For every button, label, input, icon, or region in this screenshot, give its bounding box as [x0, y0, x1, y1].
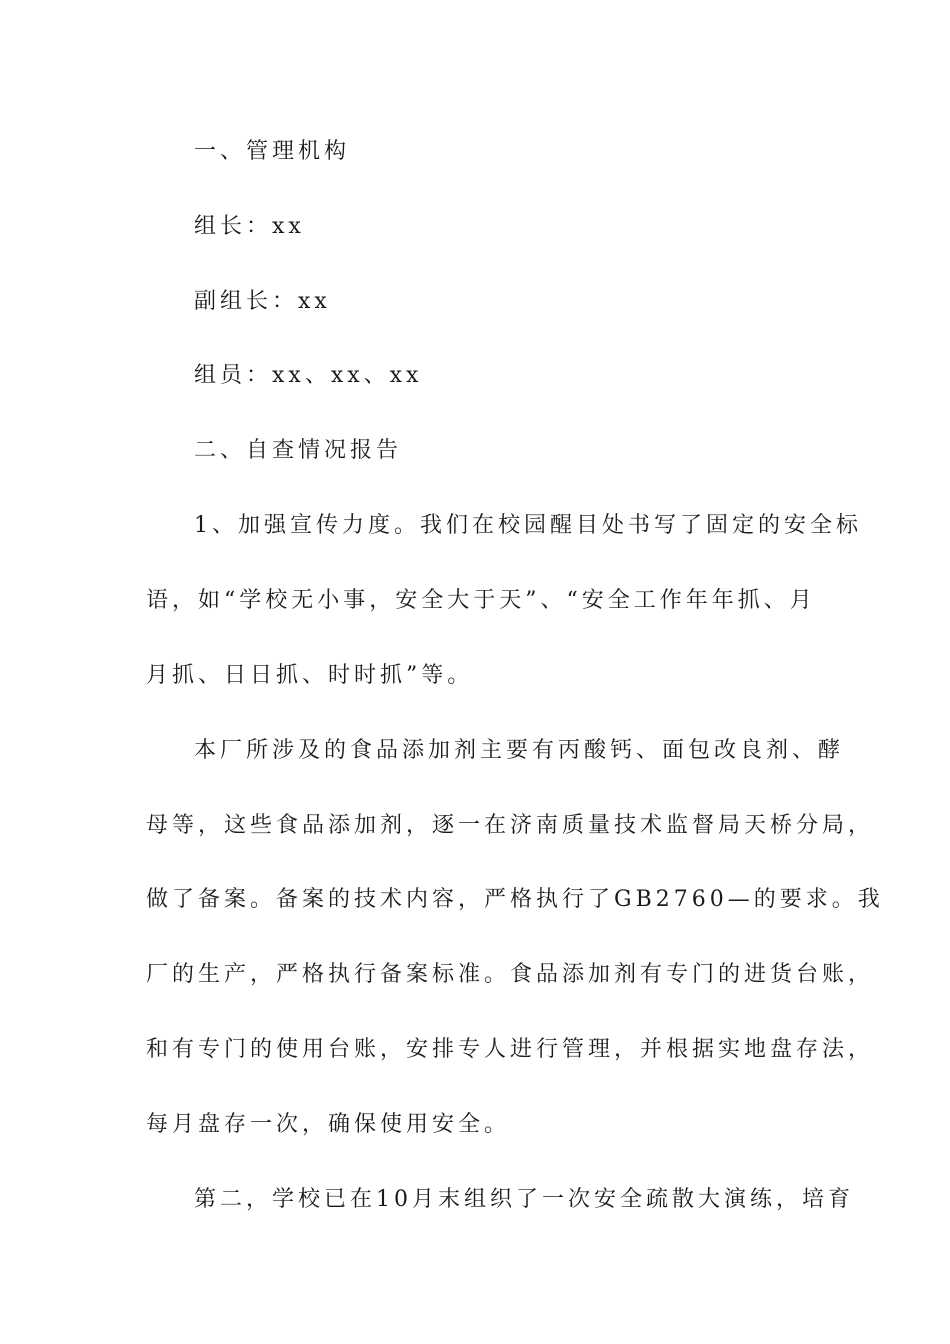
- paragraph-3-line-1: 第二，学校已在10月末组织了一次安全疏散大演练，培育: [194, 1187, 854, 1212]
- paragraph-2-line-1: 本厂所涉及的食品添加剂主要有丙酸钙、面包改良剂、酵: [194, 738, 845, 763]
- section-heading-report: 二、自查情况报告: [194, 438, 403, 463]
- paragraph-2-line-3: 做了备案。备案的技术内容，严格执行了GB2760—的要求。我: [146, 887, 884, 912]
- group-leader-line: 组长：xx: [194, 214, 305, 239]
- paragraph-1-line-2: 语，如“学校无小事，安全大于天”、“安全工作年年抓、月: [146, 588, 816, 613]
- paragraph-1-line-1: 1、加强宣传力度。我们在校园醒目处书写了固定的安全标: [194, 513, 862, 538]
- paragraph-1-line-3: 月抓、日日抓、时时抓”等。: [146, 663, 474, 688]
- paragraph-2-line-2: 母等，这些食品添加剂，逐一在济南质量技术监督局天桥分局，: [146, 813, 875, 838]
- section-heading-management: 一、管理机构: [194, 139, 351, 164]
- members-line: 组员：xx、xx、xx: [194, 363, 423, 388]
- paragraph-2-line-5: 和有专门的使用台账，安排专人进行管理，并根据实地盘存法，: [146, 1037, 875, 1062]
- deputy-leader-line: 副组长：xx: [194, 289, 331, 314]
- paragraph-2-line-6: 每月盘存一次，确保使用安全。: [146, 1112, 511, 1137]
- paragraph-2-line-4: 厂的生产，严格执行备案标准。食品添加剂有专门的进货台账，: [146, 962, 875, 987]
